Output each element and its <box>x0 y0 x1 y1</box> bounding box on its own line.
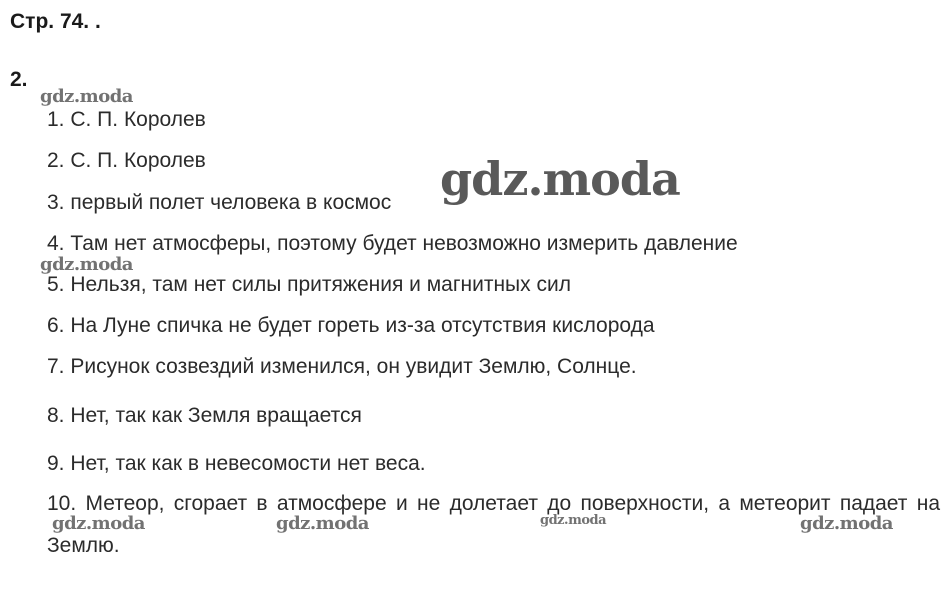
answer-item-8: 8. Нет, так как Земля вращается <box>47 404 362 427</box>
watermark: gdz.moda <box>40 86 133 107</box>
watermark: gdz.moda <box>276 513 369 534</box>
answer-item-4: 4. Там нет атмосферы, поэтому будет невозможно измерить давление <box>47 232 738 255</box>
task-number: 2. <box>10 68 28 91</box>
watermark: gdz.moda <box>40 254 133 275</box>
watermark-large: gdz.moda <box>440 152 680 206</box>
answer-item-10: 10. Метеор, сгорает в атмосфере и не долетает до поверхности, а метеорит падает на Землю. <box>47 492 940 557</box>
answer-item-9: 9. Нет, так как в невесомости нет веса. <box>47 452 426 475</box>
watermark: gdz.moda <box>52 513 145 534</box>
watermark: gdz.moda <box>800 513 893 534</box>
answer-item-5: 5. Нельзя, там нет силы притяжения и магнитных сил <box>47 273 571 296</box>
answer-item-7: 7. Рисунок созвездий изменился, он увидит Землю, Солнце. <box>47 355 637 378</box>
watermark: gdz.moda <box>540 513 607 528</box>
page-reference-header: Стр. 74. . <box>10 10 101 33</box>
answer-item-6: 6. На Луне спичка не будет гореть из-за отсутствия кислорода <box>47 314 655 337</box>
answer-item-1: 1. С. П. Королев <box>47 108 206 131</box>
answer-item-3: 3. первый полет человека в космос <box>47 191 392 214</box>
answer-item-2: 2. С. П. Королев <box>47 149 206 172</box>
